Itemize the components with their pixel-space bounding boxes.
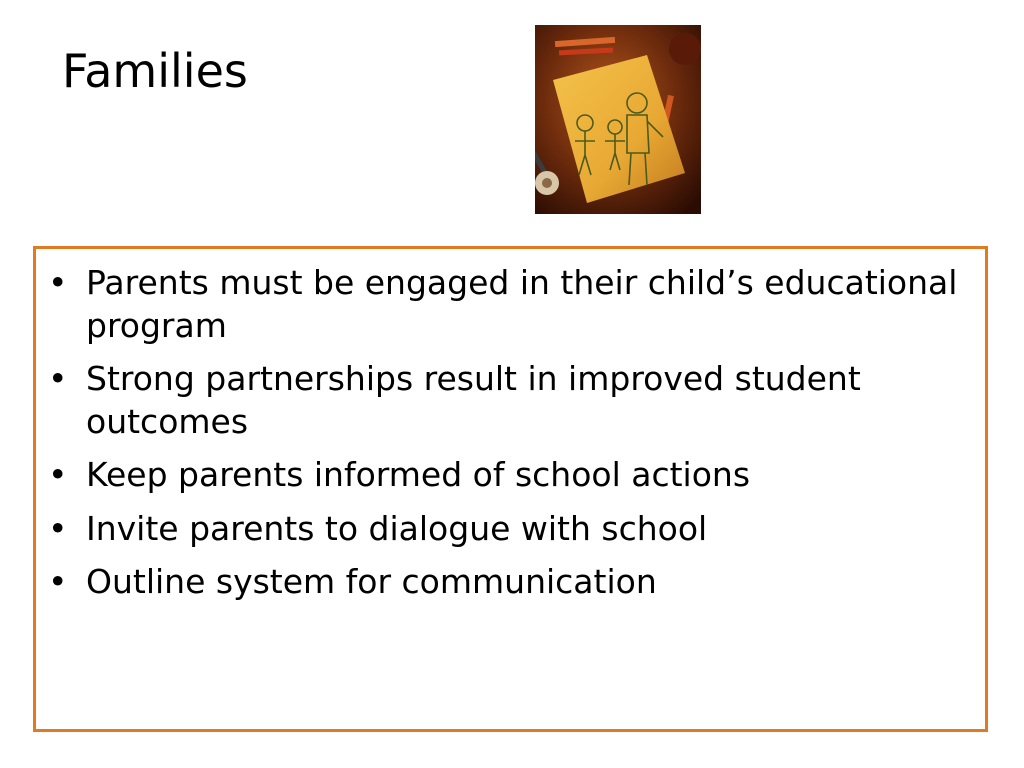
bullet-list	[36, 249, 985, 604]
bullet-icon: •	[48, 455, 68, 495]
slide-title: Families	[62, 44, 248, 98]
bullet-item	[36, 358, 965, 443]
bullet-icon: •	[48, 562, 68, 602]
bullet-icon: •	[48, 508, 68, 548]
bullet-text: Invite parents to dialogue with school	[86, 508, 708, 548]
bullet-icon: •	[48, 359, 68, 399]
bullet-text: Keep parents informed of school actions	[86, 455, 751, 495]
bullet-text: Parents must be engaged in their child’s educational program	[86, 263, 958, 345]
family-drawing-photo	[535, 25, 701, 214]
bullet-item	[36, 454, 965, 497]
bullet-text: Strong partnerships result in improved student outcomes	[86, 359, 861, 441]
bullet-item	[36, 508, 965, 551]
bullet-item	[36, 262, 965, 347]
bullet-icon: •	[48, 263, 68, 302]
bullet-text: Outline system for communication	[86, 562, 657, 602]
bullet-content-box	[33, 246, 988, 732]
bullet-item	[36, 561, 965, 604]
